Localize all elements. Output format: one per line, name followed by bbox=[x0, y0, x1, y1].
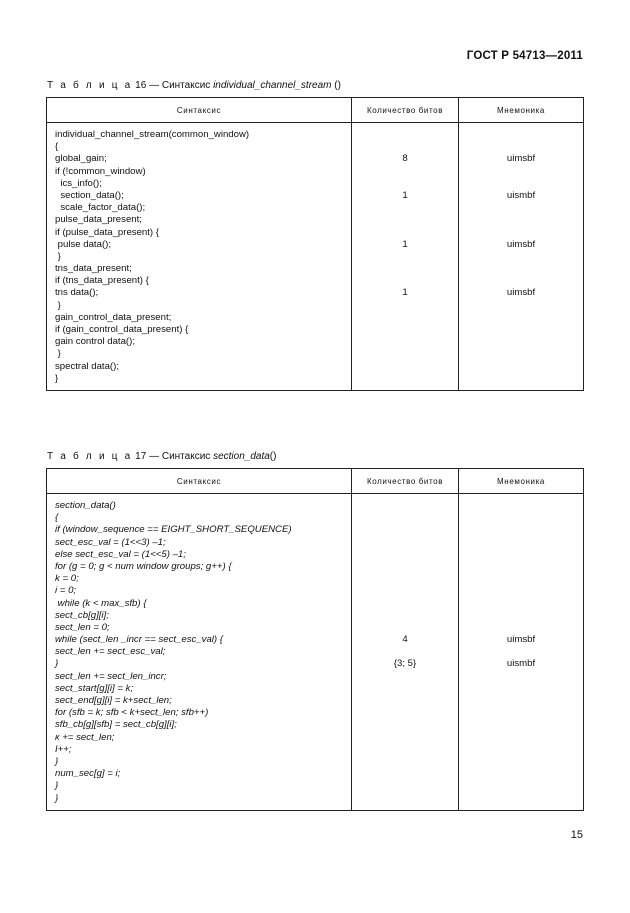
mnemonic-value bbox=[459, 275, 583, 287]
mnemonic-value bbox=[459, 500, 583, 512]
bits-value bbox=[352, 683, 458, 695]
bits-value bbox=[352, 780, 458, 792]
bits-value bbox=[352, 263, 458, 275]
syntax-line: num_sec[g] = i; bbox=[55, 768, 121, 780]
syntax-line: } bbox=[55, 372, 59, 384]
syntax-line: if (gain_control_data_present) { bbox=[55, 324, 189, 335]
table-caption-suffix: () bbox=[269, 451, 277, 462]
mnemonic-value bbox=[459, 732, 583, 744]
mnemonic-value bbox=[459, 573, 583, 585]
bits-value bbox=[352, 610, 458, 622]
syntax-table-17 bbox=[46, 468, 584, 811]
syntax-line: I++; bbox=[55, 743, 72, 755]
syntax-line: } bbox=[55, 348, 61, 360]
syntax-line: к += sect_len; bbox=[55, 731, 115, 743]
mnemonic-value bbox=[459, 585, 583, 597]
bits-value bbox=[352, 671, 458, 683]
bits-value bbox=[352, 324, 458, 336]
syntax-line: sect_len += sect_len_incr; bbox=[55, 670, 167, 682]
mnemonic-value bbox=[459, 324, 583, 336]
bits-value bbox=[352, 768, 458, 780]
mnemonic-column bbox=[459, 123, 584, 391]
bits-value bbox=[352, 275, 458, 287]
mnemonic-value bbox=[459, 361, 583, 373]
table-function-name: section_data bbox=[213, 451, 270, 462]
syntax-line: spectral data(); bbox=[55, 360, 119, 372]
syntax-line: k = 0; bbox=[55, 573, 79, 585]
syntax-line: sect_len += sect_esc_val; bbox=[55, 646, 166, 658]
syntax-column bbox=[47, 123, 352, 391]
syntax-line: } bbox=[55, 792, 59, 804]
document-code-header: ГОСТ Р 54713—2011 bbox=[466, 50, 583, 62]
bits-value: 1 bbox=[402, 238, 408, 250]
mnemonic-value bbox=[459, 768, 583, 780]
mnemonic-value: uimsbf bbox=[506, 238, 536, 250]
syntax-line: sect_end[g][i] = k+sect_len; bbox=[55, 695, 172, 706]
syntax-line: sfb_cb[g][sfb] = sect_cb[g][i]; bbox=[55, 719, 177, 731]
table-label: Т а б л и ц а bbox=[47, 451, 133, 462]
bits-value bbox=[352, 585, 458, 597]
bits-value bbox=[352, 524, 458, 536]
mnemonic-value bbox=[459, 251, 583, 263]
table-label: Т а б л и ц а bbox=[47, 80, 133, 91]
column-header-syntax: Синтаксис bbox=[47, 469, 352, 494]
mnemonic-value bbox=[459, 744, 583, 756]
mnemonic-value bbox=[459, 793, 583, 805]
table-16-caption bbox=[47, 80, 341, 91]
column-header-bits: Количество битов bbox=[352, 98, 459, 123]
bits-value bbox=[352, 202, 458, 214]
table-17-caption bbox=[47, 451, 276, 462]
syntax-line: section_data(); bbox=[55, 189, 124, 201]
syntax-line: while (sect_len _incr == sect_esc_val) { bbox=[55, 634, 223, 646]
column-header-mnemonic: Мнемоника bbox=[459, 469, 584, 494]
syntax-line: global_gain; bbox=[55, 153, 107, 165]
bits-value bbox=[352, 537, 458, 549]
mnemonic-value: uimsbf bbox=[506, 287, 536, 299]
mnemonic-value bbox=[459, 646, 583, 658]
bits-value: {3; 5} bbox=[393, 658, 417, 670]
syntax-line: sect_esc_val = (1<<3) –1; bbox=[55, 536, 166, 548]
bits-value bbox=[352, 178, 458, 190]
table-number: 16 — Синтаксис bbox=[135, 80, 211, 91]
bits-value bbox=[352, 732, 458, 744]
mnemonic-value bbox=[459, 300, 583, 312]
bits-value bbox=[352, 300, 458, 312]
mnemonic-value bbox=[459, 202, 583, 214]
syntax-line: individual_channel_stream(common_window) bbox=[55, 129, 250, 140]
syntax-line: sect_cb[g][i]; bbox=[55, 609, 109, 621]
bits-value bbox=[352, 573, 458, 585]
bits-value bbox=[352, 214, 458, 226]
syntax-line: } bbox=[55, 658, 59, 670]
table-number: 17 — Синтаксис bbox=[135, 451, 211, 462]
mnemonic-value bbox=[459, 336, 583, 348]
mnemonic-value bbox=[459, 263, 583, 275]
page-number: 15 bbox=[570, 829, 583, 841]
syntax-line: while (k < max_sfb) { bbox=[55, 597, 147, 609]
mnemonic-value bbox=[459, 622, 583, 634]
syntax-line: if (tns_data_present) { bbox=[55, 275, 149, 287]
syntax-line: } bbox=[55, 755, 59, 767]
syntax-line: pulse data(); bbox=[55, 238, 111, 250]
syntax-column bbox=[47, 494, 352, 811]
mnemonic-value bbox=[459, 312, 583, 324]
mnemonic-value: uismbf bbox=[506, 658, 536, 670]
table-function-name: individual_channel_stream bbox=[213, 80, 332, 91]
mnemonic-value bbox=[459, 512, 583, 524]
table-caption-suffix: () bbox=[331, 80, 341, 91]
bits-value bbox=[352, 251, 458, 263]
mnemonic-value bbox=[459, 610, 583, 622]
mnemonic-value bbox=[459, 549, 583, 561]
bits-value bbox=[352, 793, 458, 805]
syntax-line: scale_factor_data(); bbox=[55, 202, 146, 214]
syntax-line: ics_info(); bbox=[55, 177, 102, 189]
mnemonic-value bbox=[459, 178, 583, 190]
bits-value bbox=[352, 129, 458, 141]
mnemonic-value bbox=[459, 780, 583, 792]
syntax-line: if (window_sequence == EIGHT_SHORT_SEQUENCE) bbox=[55, 524, 292, 536]
mnemonic-value bbox=[459, 166, 583, 178]
bits-value bbox=[352, 561, 458, 573]
syntax-table-16 bbox=[46, 97, 584, 391]
syntax-line: } bbox=[55, 250, 61, 262]
syntax-line: } bbox=[55, 780, 59, 792]
mnemonic-value bbox=[459, 129, 583, 141]
bits-value bbox=[352, 141, 458, 153]
bits-value bbox=[352, 373, 458, 385]
syntax-line: sect_len = 0; bbox=[55, 621, 110, 633]
mnemonic-value bbox=[459, 373, 583, 385]
bits-value: 1 bbox=[402, 287, 408, 299]
bits-value bbox=[352, 719, 458, 731]
bits-value bbox=[352, 549, 458, 561]
bits-column bbox=[352, 494, 459, 811]
bits-value: 4 bbox=[402, 634, 408, 646]
syntax-line: if (!common_window) bbox=[55, 165, 146, 177]
column-header-mnemonic: Мнемоника bbox=[459, 98, 584, 123]
bits-value bbox=[352, 500, 458, 512]
mnemonic-value bbox=[459, 756, 583, 768]
mnemonic-value bbox=[459, 537, 583, 549]
mnemonic-value bbox=[459, 695, 583, 707]
syntax-line: pulse_data_present; bbox=[55, 214, 142, 226]
mnemonic-value bbox=[459, 683, 583, 695]
mnemonic-value bbox=[459, 227, 583, 239]
mnemonic-value bbox=[459, 561, 583, 573]
bits-value bbox=[352, 695, 458, 707]
mnemonic-value bbox=[459, 214, 583, 226]
syntax-line: if (pulse_data_present) { bbox=[55, 226, 159, 238]
mnemonic-value bbox=[459, 524, 583, 536]
syntax-line: i = 0; bbox=[55, 585, 77, 597]
mnemonic-value: uimsbf bbox=[506, 153, 536, 165]
bits-value bbox=[352, 227, 458, 239]
bits-value bbox=[352, 707, 458, 719]
bits-value bbox=[352, 166, 458, 178]
bits-value: 1 bbox=[402, 189, 408, 201]
bits-column bbox=[352, 123, 459, 391]
syntax-line: } bbox=[55, 299, 61, 311]
bits-value bbox=[352, 646, 458, 658]
mnemonic-value: uimsbf bbox=[506, 634, 536, 646]
column-header-bits: Количество битов bbox=[352, 469, 459, 494]
syntax-line: for (g = 0; g < num window groups; g++) { bbox=[55, 560, 232, 572]
syntax-line: tns data(); bbox=[55, 287, 99, 299]
bits-value bbox=[352, 756, 458, 768]
bits-value bbox=[352, 512, 458, 524]
syntax-line: gain_control_data_present; bbox=[55, 311, 172, 323]
bits-value bbox=[352, 336, 458, 348]
column-header-syntax: Синтаксис bbox=[47, 98, 352, 123]
bits-value bbox=[352, 348, 458, 360]
syntax-line: gain control data(); bbox=[55, 336, 135, 348]
syntax-line: tns_data_present; bbox=[55, 263, 132, 275]
bits-value bbox=[352, 598, 458, 610]
syntax-line: for (sfb = k; sfb < k+sect_len; sfb++) bbox=[55, 707, 209, 719]
bits-value: 8 bbox=[402, 153, 408, 165]
mnemonic-value bbox=[459, 141, 583, 153]
syntax-line: { bbox=[55, 512, 59, 524]
mnemonic-value bbox=[459, 707, 583, 719]
bits-value bbox=[352, 312, 458, 324]
mnemonic-column bbox=[459, 494, 584, 811]
syntax-line: sect_start[g][i] = k; bbox=[55, 682, 134, 694]
syntax-line: section_data() bbox=[55, 500, 116, 511]
bits-value bbox=[352, 622, 458, 634]
mnemonic-value: uismbf bbox=[506, 189, 536, 201]
syntax-line: else sect_esc_val = (1<<5) –1; bbox=[55, 548, 186, 560]
syntax-line: { bbox=[55, 141, 59, 153]
bits-value bbox=[352, 361, 458, 373]
mnemonic-value bbox=[459, 719, 583, 731]
bits-value bbox=[352, 744, 458, 756]
mnemonic-value bbox=[459, 348, 583, 360]
mnemonic-value bbox=[459, 598, 583, 610]
mnemonic-value bbox=[459, 671, 583, 683]
